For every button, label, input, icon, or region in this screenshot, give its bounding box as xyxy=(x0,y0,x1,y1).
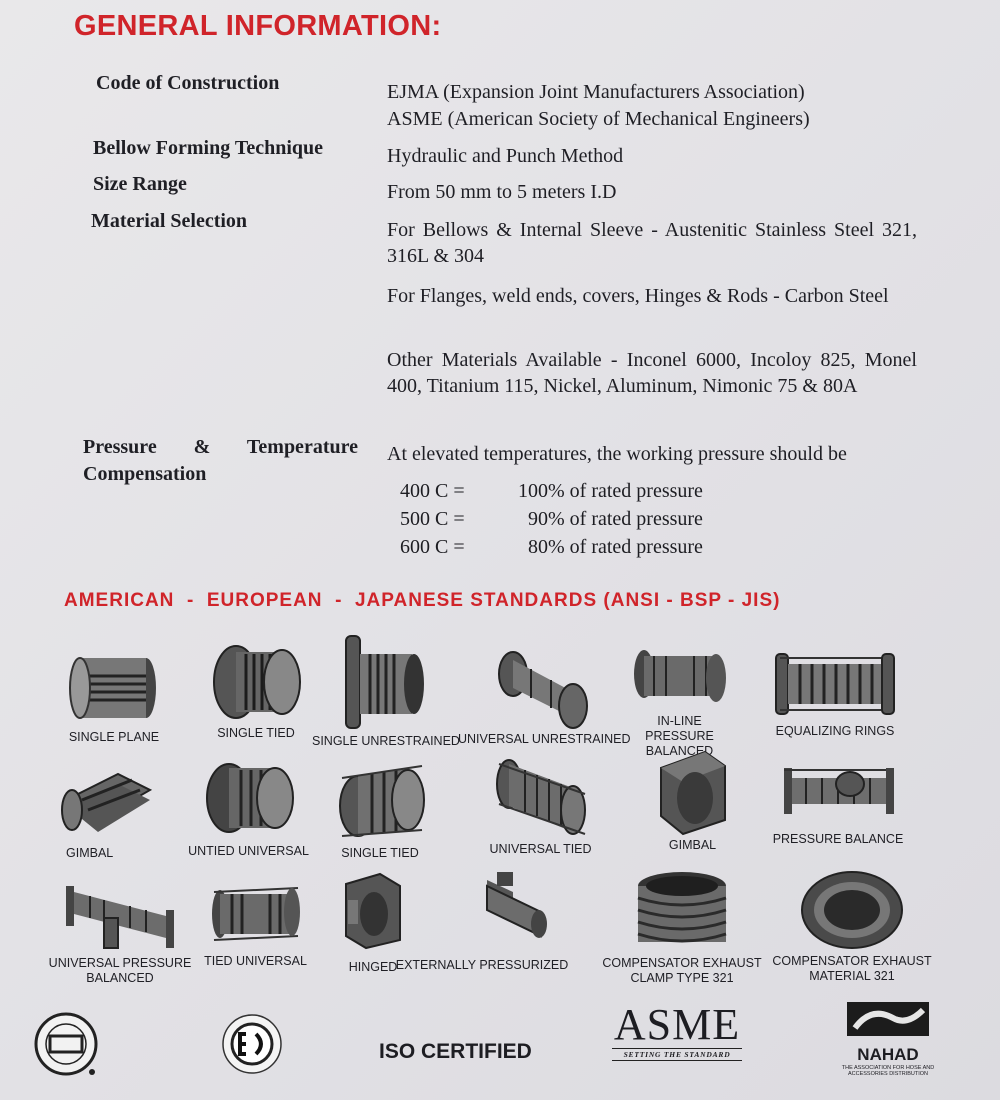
product-universal-tied xyxy=(478,754,603,857)
ejma-logo xyxy=(30,1012,104,1081)
product-in-line-pressure-balanced xyxy=(622,642,737,759)
product-gimbal-2 xyxy=(645,746,740,853)
externally-pressurized-icon xyxy=(417,872,547,952)
nahad-sub: THE ASSOCIATION FOR HOSE AND ACCESSORIES DISTRIBUTION xyxy=(841,1065,935,1077)
untied-universal-icon xyxy=(199,758,299,842)
bellow-value: Hydraulic and Punch Method xyxy=(387,145,624,167)
in-line-pressure-balanced-icon xyxy=(632,642,728,714)
product-pressure-balance xyxy=(768,760,908,847)
size-label: Size Range xyxy=(93,173,187,195)
product-label-text: COMPENSATOR EXHAUST CLAMP TYPE 321 xyxy=(602,956,762,985)
product-compensator-exhaust-clamp xyxy=(602,868,762,986)
product-label-text: UNIVERSAL PRESSURE BALANCED xyxy=(48,956,192,985)
pressure-value: 90% of rated pressure xyxy=(528,508,703,530)
pressure-balance-icon xyxy=(778,760,898,824)
code-value-2: ASME (American Society of Mechanical Engineers) xyxy=(387,108,810,130)
product-single-tied-2 xyxy=(330,760,430,861)
single-tied-2-icon xyxy=(332,760,428,844)
product-label: TIED UNIVERSAL xyxy=(204,954,307,968)
product-label: GIMBAL xyxy=(668,838,717,852)
pressure-table xyxy=(400,477,738,561)
pressure-value: 80% of rated pressure xyxy=(528,536,703,558)
standards-heading: AMERICAN - EUROPEAN - JAPANESE STANDARDS (ANSI - BSP - JIS) xyxy=(64,590,781,611)
asme-sub: SETTING THE STANDARD xyxy=(612,1048,742,1061)
eq-seal-icon xyxy=(220,1012,284,1076)
product-compensator-exhaust-material xyxy=(772,864,932,984)
product-externally-pressurized xyxy=(392,872,572,973)
universal-unrestrained-icon xyxy=(493,648,589,730)
product-label: PRESSURE BALANCE xyxy=(772,832,904,846)
product-label: EQUALIZING RINGS xyxy=(775,724,895,738)
asme-logo xyxy=(612,1002,742,1061)
product-equalizing-rings xyxy=(760,646,910,739)
product-label: SINGLE PLANE xyxy=(68,730,160,744)
pressure-intro: At elevated temperatures, the working pressure should be xyxy=(387,443,847,465)
pressure-row xyxy=(400,505,738,533)
product-label: SINGLE UNRESTRAINED xyxy=(312,734,460,748)
pressure-row xyxy=(400,533,738,561)
product-single-unrestrained xyxy=(312,632,460,749)
product-label: SINGLE TIED xyxy=(341,846,419,860)
product-label: UNIVERSAL TIED xyxy=(489,842,592,856)
product-label xyxy=(772,954,932,984)
tied-universal-icon xyxy=(208,880,304,952)
product-single-tied xyxy=(196,640,316,741)
product-label xyxy=(46,956,194,986)
pressure-label-2: Compensation xyxy=(83,463,207,485)
product-label-text: COMPENSATOR EXHAUST MATERIAL 321 xyxy=(772,954,932,983)
product-label-text: IN-LINE PRESSURE BALANCED xyxy=(645,714,714,758)
size-value: From 50 mm to 5 meters I.D xyxy=(387,181,617,203)
material-label: Material Selection xyxy=(91,210,248,232)
eq-logo xyxy=(220,1012,284,1081)
pressure-value: 100% of rated pressure xyxy=(518,480,703,502)
universal-tied-icon xyxy=(491,754,591,840)
code-label: Code of Construction xyxy=(96,72,280,94)
pressure-temp: 500 C = xyxy=(400,508,465,530)
iso-certified: ISO CERTIFIED xyxy=(379,1040,532,1063)
product-gimbal-1 xyxy=(48,770,168,861)
product-label: UNTIED UNIVERSAL xyxy=(188,844,309,858)
single-tied-icon xyxy=(206,640,306,724)
product-label: GIMBAL xyxy=(66,846,114,860)
product-label: HINGED xyxy=(348,960,398,974)
bellow-label: Bellow Forming Technique xyxy=(93,137,324,159)
pressure-temp: 600 C = xyxy=(400,536,465,558)
single-plane-icon xyxy=(66,648,162,728)
product-universal-unrestrained xyxy=(458,648,631,747)
nahad-mark-icon xyxy=(845,1000,931,1038)
code-value-1: EJMA (Expansion Joint Manufacturers Association) xyxy=(387,81,805,103)
compensator-exhaust-material-icon xyxy=(797,864,907,954)
ejma-seal-icon xyxy=(30,1012,104,1076)
product-tied-universal xyxy=(198,880,313,969)
nahad-logo xyxy=(838,1000,938,1077)
pressure-label-1: Pressure & Temperature xyxy=(83,436,358,458)
product-label: UNIVERSAL UNRESTRAINED xyxy=(458,732,631,746)
product-label xyxy=(602,956,762,986)
product-single-plane xyxy=(55,648,173,745)
gimbal-icon xyxy=(58,770,158,842)
single-unrestrained-icon xyxy=(340,632,430,732)
product-label: SINGLE TIED xyxy=(217,726,295,740)
page-title: GENERAL INFORMATION: xyxy=(74,10,442,42)
equalizing-rings-icon xyxy=(770,646,900,722)
material-value-2: For Flanges, weld ends, covers, Hinges & Rods - Carbon Steel xyxy=(387,285,889,307)
product-untied-universal xyxy=(186,758,311,859)
pressure-temp: 400 C = xyxy=(400,480,465,502)
nahad-main: NAHAD xyxy=(857,1045,919,1064)
product-universal-pressure-balanced xyxy=(46,876,194,986)
material-value-1: For Bellows & Internal Sleeve - Austenitic Stainless Steel 321, 316L & 304 xyxy=(387,219,917,267)
product-label: EXTERNALLY PRESSURIZED xyxy=(395,958,569,972)
material-value-3: Other Materials Available - Inconel 6000, Incoloy 825, Monel 400, Titanium 115, Nickel, Aluminum, Nimonic 75 & 80A xyxy=(387,349,917,397)
pressure-row xyxy=(400,477,738,505)
compensator-exhaust-clamp-icon xyxy=(632,868,732,956)
gimbal-2-icon xyxy=(653,746,733,836)
asme-main: ASME xyxy=(613,1000,741,1049)
universal-pressure-balanced-icon xyxy=(60,876,180,956)
